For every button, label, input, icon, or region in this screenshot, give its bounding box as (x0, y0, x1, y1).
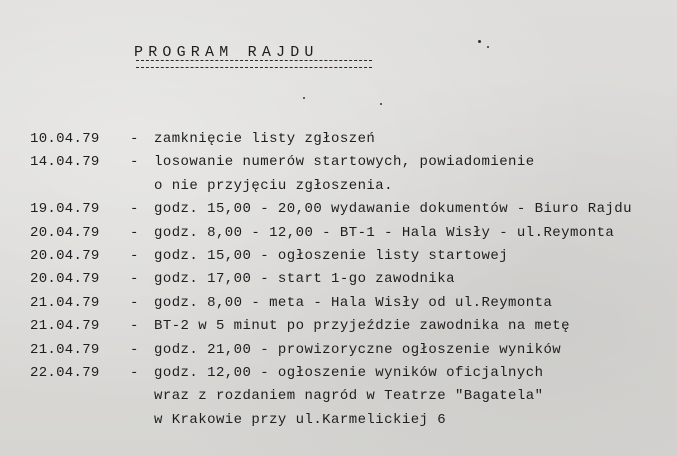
schedule-event: godz. 12,00 - ogłoszenie wyników oficjalnych (154, 364, 544, 381)
schedule-event: BT-2 w 5 minut po przyjeździe zawodnika na metę (154, 318, 571, 335)
schedule-dash: - (130, 247, 139, 264)
schedule-event-continuation: w Krakowie przy ul.Karmelickiej 6 (154, 411, 447, 428)
schedule-dash: - (130, 271, 139, 288)
schedule-date: 19.04.79 (30, 201, 100, 218)
schedule-date: 21.04.79 (30, 294, 100, 311)
schedule-date: 22.04.79 (30, 364, 100, 381)
title-double-underline (136, 60, 372, 68)
schedule-date: 10.04.79 (30, 131, 100, 147)
schedule-date: 20.04.79 (30, 224, 100, 241)
schedule-date: 20.04.79 (30, 271, 100, 288)
schedule-dash: - (130, 364, 139, 381)
schedule-event-continuation: o nie przyjęciu zgłoszenia. (154, 177, 393, 194)
schedule-dash: - (130, 201, 139, 218)
schedule-event: godz. 8,00 - 12,00 - BT-1 - Hala Wisły - ul.Reymonta (154, 224, 615, 241)
schedule-event: zamknięcie listy zgłoszeń (154, 131, 376, 147)
schedule-dash: - (130, 294, 139, 311)
schedule-event: godz. 8,00 - meta - Hala Wisły od ul.Reymonta (154, 294, 553, 311)
ink-speck (303, 97, 305, 99)
schedule-event: losowanie numerów startowych, powiadomienie (154, 154, 535, 171)
ink-speck (380, 103, 382, 105)
schedule-dash: - (130, 341, 139, 358)
schedule-event: godz. 17,00 - start 1-go zawodnika (154, 271, 455, 288)
schedule-dash: - (130, 154, 139, 171)
ink-speck (478, 40, 481, 43)
document-title: PROGRAM RAJDU (134, 44, 319, 61)
schedule-date: 14.04.79 (30, 154, 100, 171)
schedule-event: godz. 15,00 - ogłoszenie listy startowej (154, 247, 509, 264)
schedule-dash: - (130, 131, 139, 147)
schedule-date: 21.04.79 (30, 341, 100, 358)
schedule-date: 20.04.79 (30, 247, 100, 264)
schedule-event: godz. 21,00 - prowizoryczne ogłoszenie wyników (154, 341, 562, 358)
schedule-dash: - (130, 318, 139, 335)
schedule-event: godz. 15,00 - 20,00 wydawanie dokumentów - Biuro Rajdu (154, 201, 632, 218)
schedule-date: 21.04.79 (30, 318, 100, 335)
schedule-dash: - (130, 224, 139, 241)
ink-speck (487, 46, 489, 48)
schedule-event-continuation: wraz z rozdaniem nagród w Teatrze "Bagatela" (154, 388, 544, 405)
